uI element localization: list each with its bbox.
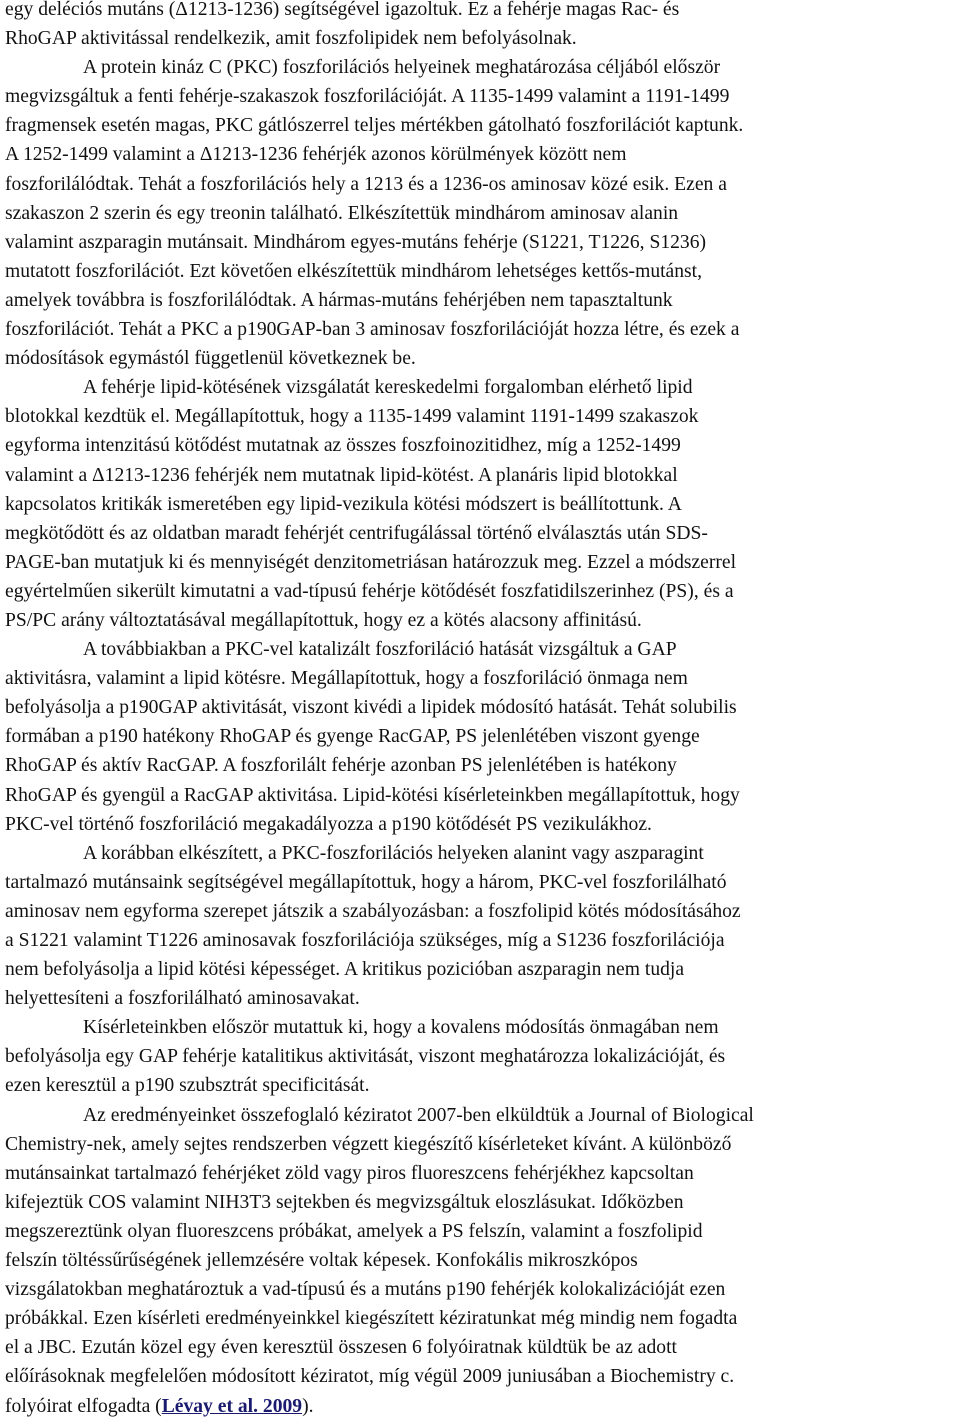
text-line: felszín töltéssűrűségének jellemzésére voltak képesek. Konfokális mikroszkópos [5, 1250, 638, 1272]
text-line: kifejeztük COS valamint NIH3T3 sejtekben és megvizsgáltuk eloszlásukat. Időközben [5, 1191, 684, 1213]
text-line: PKC-vel történő foszforiláció megakadályozza a p190 kötődését PS vezikulákhoz. [5, 813, 652, 835]
text-line: valamint a Δ1213-1236 fehérjék nem mutatnak lipid-kötést. A planáris lipid blotokkal [5, 464, 678, 486]
paragraph-first-line: Az eredményeinket összefoglaló kéziratot 2007-ben elküldtük a Journal of Biological [83, 1104, 754, 1126]
paragraph-first-line: Kísérleteinkben először mutattuk ki, hogy a kovalens módosítás önmagában nem [83, 1017, 719, 1039]
text-line: helyettesíteni a foszforilálható aminosavakat. [5, 988, 360, 1010]
text-line: RhoGAP és aktív RacGAP. A foszforilált fehérje azonban PS jelenlétében is hatékony [5, 755, 677, 777]
text-line: egyértelműen sikerült kimutatni a vad-típusú fehérje kötődését foszfatidilszerinhez (PS), és a [5, 580, 734, 602]
text-line: egyforma intenzitású kötődést mutatnak az összes foszfoinozitidhez, míg a 1252-1499 [5, 435, 681, 457]
text-line: PAGE-ban mutatjuk ki és mennyiségét denzitometriásan határozzuk meg. Ezzel a módszerrel [5, 551, 737, 573]
text-line: mutánsainkat tartalmazó fehérjéket zöld vagy piros fluoreszcens fehérjékhez kapcsoltan [5, 1162, 694, 1184]
text-line: mutatott foszforilációt. Ezt követően elkészítettük mindhárom lehetséges kettős-mutánst, [5, 260, 703, 282]
text-line: valamint aszparagin mutánsait. Mindhárom egyes-mutáns fehérje (S1221, T1226, S1236) [5, 231, 707, 253]
text-line: aminosav nem egyforma szerepet játszik a szabályozásban: a foszfolipid kötés módosításához [5, 900, 741, 922]
text-line: fragmensek esetén magas, PKC gátlószerrel teljes mértékben gátolható foszforilációt kaptunk. [5, 115, 744, 137]
last-line-prefix: folyóirat elfogadta ( [5, 1395, 162, 1417]
text-line: PS/PC arány változtatásával megállapítottuk, hogy ez a kötés alacsony affinitású. [5, 609, 642, 631]
text-line: befolyásolja egy GAP fehérje katalitikus aktivitását, viszont meghatározza lokalizációját, és [5, 1046, 726, 1068]
text-line: próbákkal. Ezen kísérleti eredményeinkkel kiegészített kéziratunkat még mindig nem fogadta [5, 1308, 738, 1330]
text-line: befolyásolja a p190GAP aktivitását, viszont kivédi a lipidek módosító hatását. Tehát solubilis [5, 697, 737, 719]
text-line: megkötődött és az oldatban maradt fehérjét centrifugálással történő elválasztás után SDS- [5, 522, 708, 544]
text-line: el a JBC. Ezután közel egy éven keresztül összesen 6 folyóiratnak küldtük be az adott [5, 1337, 677, 1359]
text-line: amelyek továbbra is foszforilálódtak. A hármas-mutáns fehérjében nem tapasztaltunk [5, 289, 673, 311]
text-line: nem befolyásolja a lipid kötési képességet. A kritikus pozicióban aszparagin nem tudja [5, 959, 685, 981]
text-line: RhoGAP aktivitással rendelkezik, amit foszfolipidek nem befolyásolnak. [5, 28, 577, 50]
document-body [5, 0, 955, 1421]
text-line: kapcsolatos kritikák ismeretében egy lipid-vezikula kötési módszert is beállítottunk. A [5, 493, 682, 515]
text-line: megvizsgáltuk a fenti fehérje-szakaszok foszforilációját. A 1135-1499 valamint a 1191-1499 [5, 86, 730, 108]
citation-link[interactable]: Lévay et al. 2009 [161, 1395, 303, 1417]
paragraph-first-line: A továbbiakban a PKC-vel katalizált foszforiláció hatását vizsgáltuk a GAP [83, 639, 677, 661]
text-line: tartalmazó mutánsaink segítségével megállapítottuk, hogy a három, PKC-vel foszforilálható [5, 871, 727, 893]
text-line: egy deléciós mutáns (Δ1213-1236) segítségével igazoltuk. Ez a fehérje magas Rac- és [5, 0, 680, 20]
paragraph-first-line: A korábban elkészített, a PKC-foszforilációs helyeken alanint vagy aszparagint [83, 842, 704, 864]
text-line: előírásoknak megfelelően módosított kéziratot, míg végül 2009 juniusában a Biochemistry c. [5, 1366, 735, 1388]
text-line: foszforilációt. Tehát a PKC a p190GAP-ban 3 aminosav foszforilációját hozza létre, és ezek a [5, 319, 740, 341]
text-line: blotokkal kezdtük el. Megállapítottuk, hogy a 1135-1499 valamint 1191-1499 szakaszok [5, 406, 699, 428]
last-line-suffix: ). [302, 1395, 314, 1417]
text-line: módosítások egymástól függetlenül következnek be. [5, 348, 416, 370]
text-line: a S1221 valamint T1226 aminosavak foszforilációja szükséges, míg a S1236 foszforilációja [5, 930, 725, 951]
text-line-last [5, 1392, 955, 1421]
text-line: A 1252-1499 valamint a Δ1213-1236 fehérjék azonos körülmények között nem [5, 144, 627, 166]
text-line: vizsgálatokban meghatároztuk a vad-típusú és a mutáns p190 fehérjék kolokalizációját ezen [5, 1279, 726, 1301]
text-line: Chemistry-nek, amely sejtes rendszerben végzett kiegészítő kísérleteket kívánt. A különböző [5, 1133, 732, 1155]
text-line: foszforilálódtak. Tehát a foszforilációs hely a 1213 és a 1236-os aminosav közé esik. Ezen a [5, 173, 727, 195]
text-line: szakaszon 2 szerin és egy treonin található. Elkészítettük mindhárom aminosav alanin [5, 202, 679, 224]
paragraph-first-line: A fehérje lipid-kötésének vizsgálatát kereskedelmi forgalomban elérhető lipid [83, 377, 693, 399]
text-line: RhoGAP és gyengül a RacGAP aktivitása. Lipid-kötési kísérleteinkben megállapítottuk, hogy [5, 784, 740, 806]
paragraph-first-line: A protein kináz C (PKC) foszforilációs helyeinek meghatározása céljából először [83, 57, 721, 79]
text-line: ezen keresztül a p190 szubsztrát specificitását. [5, 1075, 370, 1097]
text-line: aktivitásra, valamint a lipid kötésre. Megállapítottuk, hogy a foszforiláció önmaga nem [5, 668, 688, 690]
text-line: formában a p190 hatékony RhoGAP és gyenge RacGAP, PS jelenlétében viszont gyenge [5, 726, 700, 748]
text-line: megszereztünk olyan fluoreszcens próbákat, amelyek a PS felszín, valamint a foszfolipid [5, 1220, 703, 1242]
